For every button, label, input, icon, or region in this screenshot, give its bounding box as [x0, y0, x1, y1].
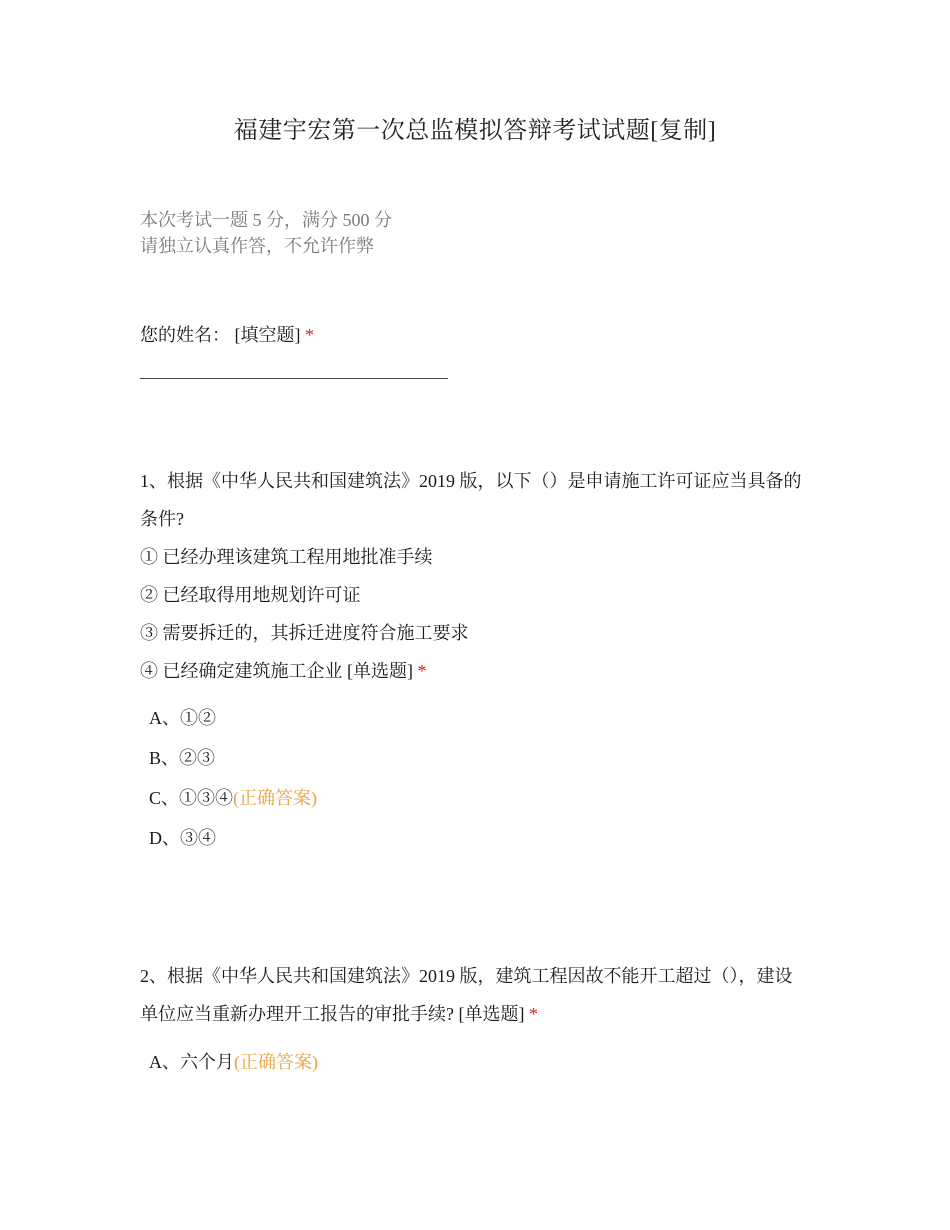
name-question-label: 您的姓名： — [140, 325, 230, 345]
required-mark: * — [417, 661, 427, 681]
question-2 — [140, 957, 810, 1033]
name-question-type: [填空题] — [234, 325, 301, 345]
description-line-score: 本次考试一题 5 分，满分 500 分 — [140, 210, 392, 230]
description-line-rule: 请独立认真作答，不允许作弊 — [140, 236, 374, 256]
option-text: B、②③ — [149, 748, 216, 768]
question-2-stem: 2、根据《中华人民共和国建筑法》2019 版，建筑工程因故不能开工超过（），建设单位应当重新办理开工报告的审批手续? — [140, 966, 793, 1024]
question-1-stem: 1、根据《中华人民共和国建筑法》2019 版，以下（）是申请施工许可证应当具备的条件? — [140, 471, 802, 529]
exam-description — [140, 207, 392, 259]
page-title: 福建宇宏第一次总监模拟答辩考试试题[复制] — [233, 118, 717, 144]
option-text: A、①② — [149, 708, 216, 728]
required-mark: * — [529, 1004, 538, 1024]
question-2-options — [149, 1042, 318, 1082]
question-1-condition-4: ④ 已经确定建筑施工企业 — [140, 661, 343, 681]
required-mark: * — [305, 325, 314, 345]
question-1-type: [单选题] — [347, 661, 413, 681]
name-answer-blank[interactable] — [140, 378, 448, 379]
question-1-options — [149, 698, 317, 858]
question-1-condition-3: ③ 需要拆迁的，其拆迁进度符合施工要求 — [140, 623, 469, 643]
correct-answer-tag: (正确答案) — [233, 788, 318, 808]
question-1-option-b[interactable] — [149, 738, 317, 778]
question-2-type: [单选题] — [458, 1004, 525, 1024]
question-1-condition-2: ② 已经取得用地规划许可证 — [140, 585, 361, 605]
option-text: A、六个月 — [149, 1052, 234, 1072]
question-1-option-a[interactable] — [149, 698, 317, 738]
option-text: D、③④ — [149, 828, 216, 848]
question-1 — [140, 462, 810, 690]
question-2-option-a[interactable] — [149, 1042, 318, 1082]
question-1-condition-1: ① 已经办理该建筑工程用地批准手续 — [140, 547, 433, 567]
correct-answer-tag: (正确答案) — [234, 1052, 318, 1072]
question-1-condition-4-line — [140, 652, 810, 690]
name-question — [140, 322, 314, 348]
question-1-option-d[interactable] — [149, 818, 317, 858]
question-1-option-c[interactable] — [149, 778, 317, 818]
option-text: C、①③④ — [149, 788, 234, 808]
question-2-stem-line — [140, 957, 810, 1033]
